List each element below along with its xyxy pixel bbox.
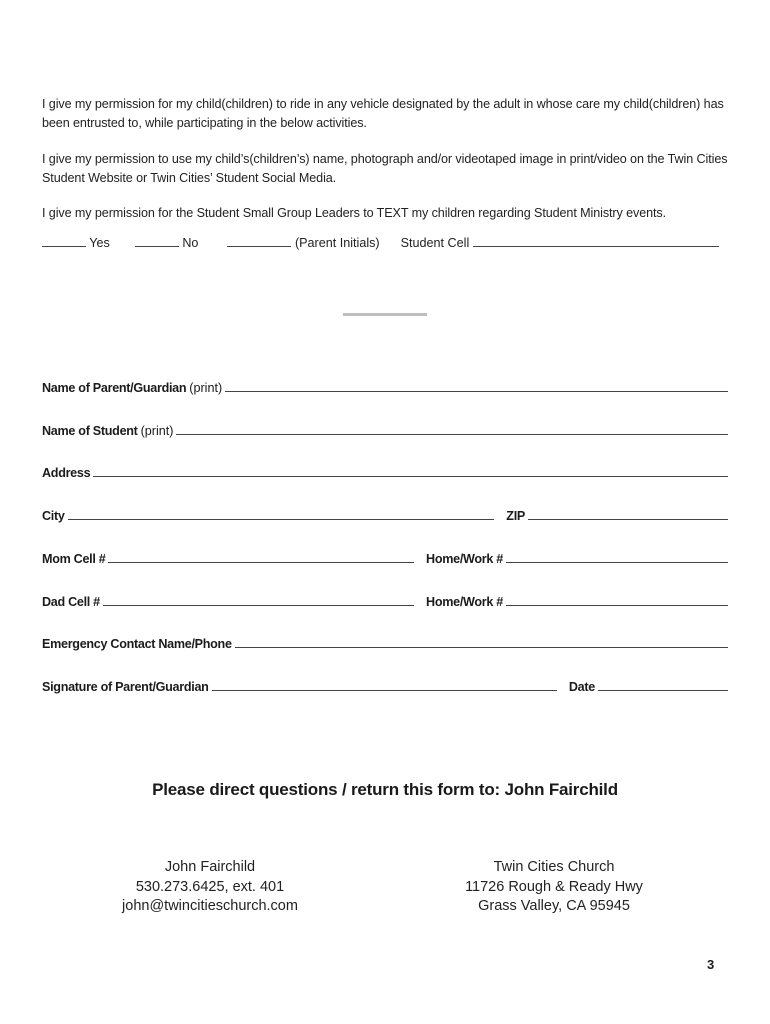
contact-person-name: John Fairchild (164, 859, 256, 875)
student-cell-label: Student Cell (400, 236, 470, 250)
contact-church-block (444, 858, 664, 917)
mom-home-label: Home/Work # (426, 552, 503, 566)
emergency-label: Emergency Contact Name/Phone (42, 637, 232, 651)
student-name-field (42, 420, 728, 438)
no-label: No (182, 236, 199, 250)
contact-person-email[interactable]: john@twincitieschurch.com (122, 898, 298, 914)
parent-name-input[interactable] (225, 390, 728, 392)
contact-person-block (100, 858, 320, 917)
mom-home-input[interactable] (506, 561, 728, 563)
church-street: 11726 Rough & Ready Hwy (465, 878, 643, 895)
signature-input[interactable] (212, 689, 557, 691)
city-label: City (42, 509, 65, 523)
section-divider (343, 313, 427, 316)
zip-input[interactable] (528, 518, 728, 520)
emergency-input[interactable] (235, 646, 728, 648)
dad-cell-label: Dad Cell # (42, 595, 100, 609)
text-permission-text: I give my permission for the Student Small Group Leaders to TEXT my children regarding Student Ministry events. (42, 206, 667, 220)
student-name-label: Name of Student (42, 424, 138, 438)
city-input[interactable] (68, 518, 495, 520)
parent-name-sub: (print) (189, 381, 223, 395)
parent-name-label: Name of Parent/Guardian (42, 381, 187, 395)
address-label: Address (42, 466, 91, 480)
church-name: Twin Cities Church (493, 859, 615, 875)
contact-person-phone: 530.273.6425, ext. 401 (135, 878, 285, 895)
city-zip-field (42, 505, 728, 523)
dad-cell-input[interactable] (103, 604, 414, 606)
yes-label: Yes (89, 236, 110, 250)
signature-label: Signature of Parent/Guardian (42, 680, 209, 694)
emergency-field (42, 633, 728, 651)
text-permission-row (42, 236, 719, 250)
mom-cell-input[interactable] (108, 561, 414, 563)
address-field (42, 462, 728, 480)
dad-home-label: Home/Work # (426, 595, 503, 609)
dad-home-input[interactable] (506, 604, 728, 606)
no-blank[interactable] (135, 236, 179, 247)
vehicle-permission-text: I give my permission for my child(children) to ride in any vehicle designated by the adult in whose care my child(children) has been entrusted to, while participating in the below activities. (42, 97, 724, 130)
address-input[interactable] (93, 475, 728, 477)
page-number: 3 (707, 957, 715, 972)
initials-label: (Parent Initials) (294, 236, 380, 250)
zip-label: ZIP (506, 509, 525, 523)
mom-field (42, 548, 728, 566)
student-name-input[interactable] (176, 433, 728, 435)
return-heading: Please direct questions / return this form to: John Fairchild (152, 780, 618, 799)
initials-blank[interactable] (227, 236, 291, 247)
media-permission-text: I give my permission to use my child’s(children’s) name, photograph and/or videotaped image in print/video on the Twin Cities Student Website or Twin Cities’ Student Social Media. (42, 152, 728, 185)
dad-field (42, 591, 728, 609)
church-city: Grass Valley, CA 95945 (478, 898, 630, 914)
parent-name-field (42, 377, 728, 395)
date-label: Date (568, 680, 595, 694)
yes-blank[interactable] (42, 236, 86, 247)
signature-field (42, 676, 728, 694)
mom-cell-label: Mom Cell # (42, 552, 106, 566)
student-name-sub: (print) (140, 424, 174, 438)
student-cell-blank[interactable] (473, 236, 719, 247)
date-input[interactable] (598, 689, 728, 691)
